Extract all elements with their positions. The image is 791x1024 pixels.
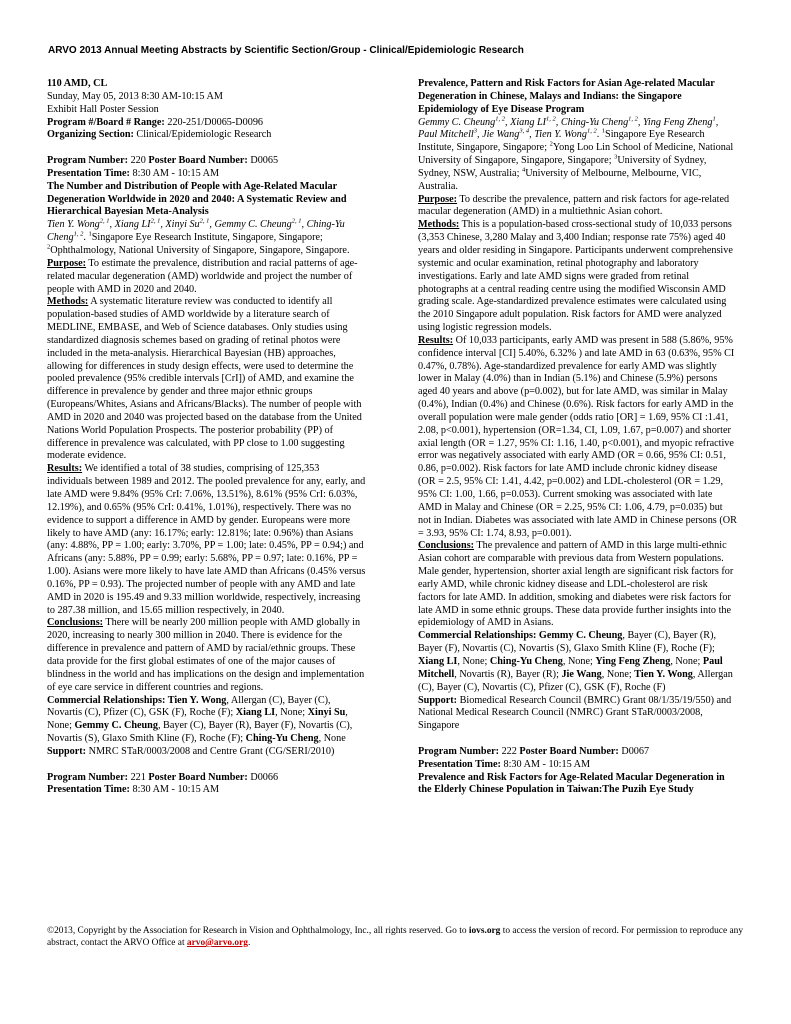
program-line: Program Number: 222 Poster Board Number: D0067 xyxy=(418,745,650,757)
support: Support: Biomedical Research Council (BMRC) Grant 08/1/35/19/550) and National Medical Research Council (NMRC) Grant STaR/0003/2008, Singapore xyxy=(418,694,732,732)
program-line: Program Number: 221 Poster Board Number: D0066 xyxy=(47,771,279,783)
authors: Gemmy C. Cheung$^{1, 2}$, Xiang LI$^{1, 2}$, Ching-Yu Cheng$^{1, 2}$, Ying Feng Zheng$^1$, Paul Mitchell$^3$, Jie Wang$^{3, 4}$, Tien Y. Wong$^{1, 2}$ xyxy=(418,115,719,141)
authors-affiliations: Gemmy C. Cheung$^{1, 2}$, Xiang LI$^{1, 2}$, Ching-Yu Cheng$^{1, 2}$, Ying Feng Zheng$^1$, Paul Mitchell$^3$, Jie Wang$^{3, 4}$, Tien Y. Wong$^{1, 2}$. $^1$Singapore Eye Research Institute, Singapore, Singapore; $^2$Yong Loo Lin School of Medicine, National University of Singapore, Singapore, Singapore; $^3$University of Sydney, Sydney, NSW, Australia; $^4$University of Melbourne, Melbourne, VIC, Australia. xyxy=(418,115,734,192)
abstract-220 xyxy=(47,155,366,759)
authors-affiliations: Tien Y. Wong$^{2, 1}$, Xiang LI$^{2, 1}$, Xinyi Su$^{2, 1}$, Gemmy C. Cheung$^{2, 1}$, Ching-Yu Cheng$^{1, 2}$. $^1$Singapore Eye Research Institute, Singapore, Singapore; $^2$Ophthalmology, National University of Singapore, Singapore, Singapore. xyxy=(47,217,350,256)
abstract-title: The Number and Distribution of People with Age-Related Macular Degeneration Worldwide in 2020 and 2040: A Systematic Review and Hierarchical Bayesian Meta-Analysis xyxy=(47,180,347,218)
session-info xyxy=(47,78,366,142)
left-column xyxy=(47,78,366,797)
conclusions: Conclusions: The prevalence and pattern of AMD in this large multi-ethnic Asian cohort are comparable with previous data from Western populations. Male gender, hypertension, shorter axial length are significant risk factors for early AMD, while chronic kidney disease and LDL-cholesterol are risk factors for late AMD. In addition, smoking and diabetes were risk factors for late AMD in some ethnic groups. These data provide further insights into the epidemiology of AMD in Asians. xyxy=(418,540,734,629)
authors: Tien Y. Wong$^{2, 1}$, Xiang LI$^{2, 1}$, Xinyi Su$^{2, 1}$, Gemmy C. Cheung$^{2, 1}$, Ching-Yu Cheng$^{1, 2}$ xyxy=(47,217,345,244)
label: Presentation Time: xyxy=(47,167,130,179)
affiliation: Singapore Eye Research Institute, Singapore, Singapore; xyxy=(91,232,323,244)
session-program-range xyxy=(47,117,366,130)
program-line xyxy=(47,155,366,168)
presentation-time xyxy=(47,168,366,181)
page-header: ARVO 2013 Annual Meeting Abstracts by Scientific Section/Group - Clinical/Epidemiologic Research xyxy=(48,45,524,56)
commercial-relationships: Commercial Relationships: Gemmy C. Cheung, Bayer (C), Bayer (R), Bayer (F), Novartis (C), Novartis (S), Glaxo Smith Kline (F), Roche (F); Xiang LI, None; Ching-Yu Cheng, None; Ying Feng Zheng, None; Paul Mitchell, Novartis (R), Bayer (R); Jie Wang, None; Tien Y. Wong, Allergan (C), Bayer (C), Novartis (C), Pfizer (C), GSK (F), Roche (F) xyxy=(418,630,733,693)
label: Program #/Board # Range: xyxy=(47,116,165,128)
conclusions: Conclusions: There will be nearly 200 million people with AMD globally in 2020, increasing to nearly 300 million in 2040. There is evidence for the difference in prevalence and pattern of AMD by racial/ethnic groups. These data provide for the first global estimates of one of the major causes of blindness in the world and has implications on the design and implementation of eye care service in different countries and regions. xyxy=(47,617,365,693)
value: D0065 xyxy=(247,155,279,167)
label: Organizing Section: xyxy=(47,129,134,141)
right-column xyxy=(418,78,737,797)
commercial-relationships: Commercial Relationships: Tien Y. Wong, Allergan (C), Bayer (C), Novartis (C), Pfizer (C), GSK (F), Roche (F); Xiang LI, None; Xinyi Su, None; Gemmy C. Cheung, Bayer (C), Bayer (R), Bayer (F), Novartis (C), Novartis (S), Glaxo Smith Kline (F), Roche (F); Ching-Yu Cheng, None xyxy=(47,694,353,745)
abstract-222 xyxy=(418,746,737,797)
session-organizing-section xyxy=(47,129,366,142)
purpose: Purpose: To describe the prevalence, pattern and risk factors for age-related macular degeneration (AMD) in a multiethnic Asian cohort. xyxy=(418,193,730,218)
session-date: Sunday, May 05, 2013 8:30 AM-10:15 AM xyxy=(47,90,223,102)
site-link[interactable]: iovs.org xyxy=(468,926,501,936)
methods: Methods: A systematic literature review was conducted to identify all population-based studies of AMD worldwide by a literature search of MEDLINE, EMBASE, and Web of Science databases. Only studies using standardized diagnosis schemes based on grading of retinal photos were included in the meta-analysis. Hierarchical Bayesian (HB) approaches, allowing for differences in study design effects, were used to determine the pooled prevalence (95% credible intervals [CrI]) of AMD, and examine the difference in prevalence by gender and three major ethnic groups (Europeans/Whites, Asians and Africans/Blacks). The number of people with AMD in 2020 and 2040 was projected based on the database from the United Nations World Population Prospects. The posterior probability (PP) of difference in prevalence was calculated, with PP close to 1.00 suggesting moderate evidence. xyxy=(47,296,362,462)
purpose: Purpose: To estimate the prevalence, distribution and racial patterns of age-related macular degeneration (AMD) worldwide and project the number of people with AMD in 2020 and 2040. xyxy=(47,257,358,295)
presentation-time: Presentation Time: 8:30 AM - 10:15 AM xyxy=(47,784,220,796)
value: 220-251/D0065-D0096 xyxy=(164,116,264,128)
affiliation: Ophthalmology, National University of Singapore, Singapore, Singapore. xyxy=(50,244,350,256)
methods: Methods: This is a population-based cross-sectional study of 10,033 persons (3,353 Chinese, 3,280 Malay and 3,400 Indian; response rate 75%) aged 40 years and older residing in Singapore. Participants underwent comprehensive systemic and ocular examination, retinal photography and laboratory investigations. Early and late AMD signs were graded from retinal photographs at a central reading centre using the modified Wisconsin AMD grading scale. Age-standardized prevalence estimates were calculated using the 2010 Singapore adult population. Risk factors for AMD were analyzed using logistic regression models. xyxy=(418,219,733,334)
label: Poster Board Number: xyxy=(148,155,248,167)
presentation-time: Presentation Time: 8:30 AM - 10:15 AM xyxy=(418,758,591,770)
support: Support: NMRC STaR/0003/2008 and Centre Grant (CG/SERI/2010) xyxy=(47,745,335,757)
abstract-221-header xyxy=(47,772,366,798)
results: Results: We identified a total of 38 studies, comprising of 125,353 individuals between 1989 and 2012. The pooled prevalence for any, early, and late AMD were 9.84% (95% CrI: 7.06%, 13.51%), 8.61% (95% CrI: 6.03%, 12.19%), and 0.65% (95% CrI: 0.41%, 1.01%), respectively. There was no evidence to support a difference in AMD by gender. Europeans were more likely to have AMD (any: 16.17%; early: 12.81%; late: 0.96%) than Asians (any: 4.88%, PP = 1.00; early: 3.70%, PP = 1.00; late: 0.45%, PP = 0.94;) and Africans (any: 5.88%, PP = 0.99; early: 5.68%, PP = 0.97; late: 0.16%, PP = 1.00). Asians were more likely to have late AMD than Africans (0.45% versus 0.16%, PP = 0.93). The projected number of people with any AMD and late AMD in 2020 is 195.49 and 9.33 million worldwide, respectively, increasing to 287.38 million, and 15.65 million respectively, in 2040. xyxy=(47,463,366,616)
copyright-footer: ©2013, Copyright by the Association for Research in Vision and Ophthalmology, Inc., all rights reserved. Go to iovs.org to access the version of record. For permission to reproduce any abstract, contact the ARVO Office at arvo@arvo.org. xyxy=(47,926,744,948)
value: 8:30 AM - 10:15 AM xyxy=(129,167,220,179)
abstract-221-body xyxy=(418,78,737,733)
abstract-title: Prevalence, Pattern and Risk Factors for Asian Age-related Macular Degeneration in Chinese, Malays and Indians: the Singapore Epidemiology of Eye Disease Program xyxy=(418,78,715,115)
abstract-title: Prevalence and Risk Factors for Age-Related Macular Degeneration in the Elderly Chinese Population in Taiwan:The Puzih Eye Study xyxy=(418,771,725,796)
value: Clinical/Epidemiologic Research xyxy=(133,129,272,141)
label: Program Number: xyxy=(47,155,129,167)
results: Results: Of 10,033 participants, early AMD was present in 588 (5.86%, 95% confidence interval [CI] 5.40%, 6.32% ) and late AMD in 63 (0.63%, 95% CI 0.47%, 0.78%). Age-standardized prevalence for early AMD was slightly lower in Malay (4.0%) than in Indian (5.1%) and Chinese (5.9%) persons aged 40 years and above (p=0.002), but for late AMD, was similar in Malay (0.4%), Indian (0.4%) and Chinese (0.6%). Risk factors for early AMD in the overall population were male gender (odds ratio [OR] = 1.69, 95% CI :1.41, 2.08, p<0.001), hypertension (OR=1.34, CI, 1.09, 1.67, p=0.007) and shorter axial length (OR = 1.27, 95% CI: 1.16, 1.40, p<0.001), and myopic refractive error was negatively associated with early AMD (OR = 0.66, 95% CI: 0.51, 0.86, p=0.002). Risk factors for late AMD include chronic kidney disease (OR = 2.5, 95% CI: 1.41, 4.42, p=0.002) and LDL-cholesterol (OR = 1.29, 95% CI: 1.00, 1.66, p=0.053). Current smoking was associated with late AMD in Malay and Chinese (OR = 2.25, 95% CI: 1.06, 4.79, p=0.035) but not in Indian. Diabetes was associated with late AMD in Chinese persons (OR = 3.93, 95% CI: 1.74, 8.93, p=0.001). xyxy=(418,334,737,539)
session-location: Exhibit Hall Poster Session xyxy=(47,103,159,115)
email-link[interactable]: arvo@arvo.org xyxy=(186,938,248,948)
value: 220 xyxy=(128,155,149,167)
session-title: 110 AMD, CL xyxy=(47,78,108,89)
